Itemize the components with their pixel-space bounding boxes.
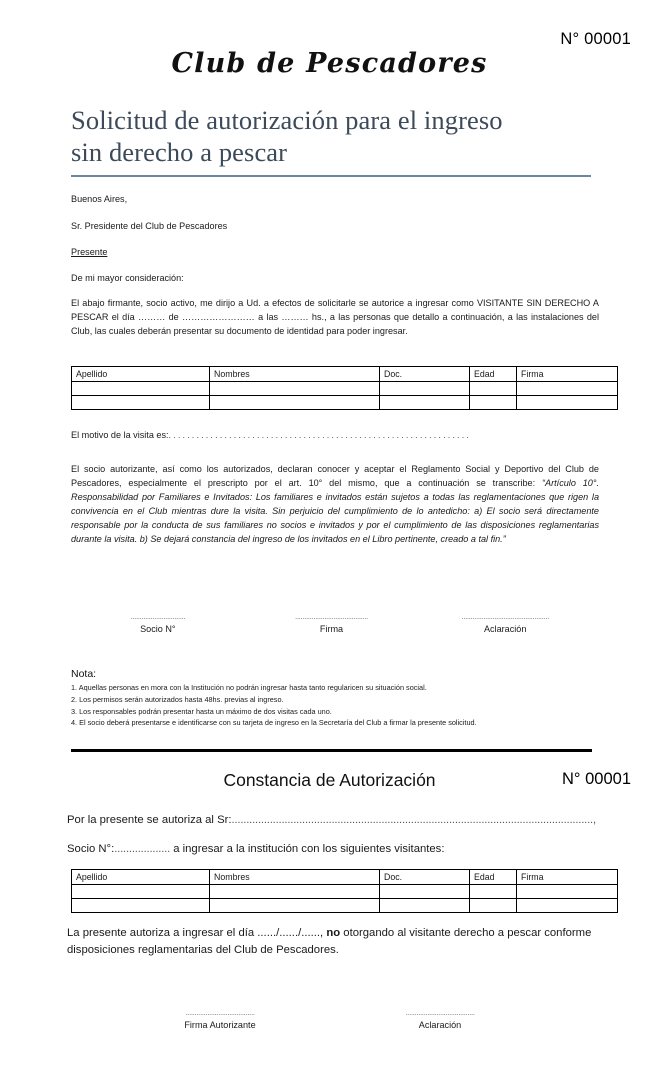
- signature-dotted-line: ................................................: [461, 612, 549, 621]
- cell-doc[interactable]: [380, 396, 470, 410]
- signature-field-aclaracion[interactable]: [418, 612, 592, 634]
- column-header-doc: Doc.: [380, 367, 470, 382]
- reglamento-quote: “Artículo 10°. Responsabilidad por Familiares e Invitados: Los familiares e invitados están sujetos a todas las reglamentaciones que rigen la convivencia en el Club mientras dure la visita. Sin perjuicio del cumplimiento de lo antedicho: a) El socio será directamente responsable por la conducta de sus familiares no socios e invitados y por el cumplimiento de las disposiciones reglamentarias durante la visita. b) Se dejará constancia del ingreso de los invitados en el Libro pertinente, creado a tal fin.”: [71, 478, 600, 545]
- socio-label: Socio N°:: [67, 843, 115, 855]
- signature-field-firma[interactable]: [245, 612, 419, 634]
- signature-dotted-line: ........................................: [295, 612, 368, 621]
- signature-label-aclaracion: Aclaración: [418, 1020, 462, 1030]
- socio-line: [67, 841, 597, 858]
- signature-field-firma-autorizante[interactable]: [110, 1008, 330, 1030]
- nota-title: Nota:: [71, 668, 97, 680]
- cell-edad[interactable]: [470, 396, 517, 410]
- nota-item: 2. Los permisos serán autorizados hasta 48hs. previas al ingreso.: [71, 694, 284, 704]
- club-logo-text: Club de Pescadores: [171, 48, 488, 79]
- cell-edad[interactable]: [470, 885, 517, 899]
- motivo-line: [71, 428, 591, 442]
- letter-addressee: Sr. Presidente del Club de Pescadores: [71, 221, 228, 231]
- column-header-doc: Doc.: [380, 870, 470, 885]
- signature-label-firma-autorizante: Firma Autorizante: [184, 1020, 256, 1030]
- signature-label-socio: Socio N°: [140, 624, 176, 634]
- motivo-dots[interactable]: . . . . . . . . . . . . . . . . . . . . . . . . . . . . . . . . . . . . . . . . . . . . . . . . . . . . . . . . . . . . . . . . .: [168, 430, 469, 440]
- signature-row-constancia: [110, 1008, 550, 1030]
- column-header-firma: Firma: [517, 367, 618, 382]
- nota-item: 1. Aquellas personas en mora con la Institución no podrán ingresar hasta tanto regularicen su situación social.: [71, 683, 427, 692]
- table-row: [72, 899, 618, 913]
- autoriza-dots[interactable]: ...........................................................................................................................,: [231, 814, 596, 826]
- column-header-edad: Edad: [470, 367, 517, 382]
- page-title-line-2: sin derecho a pescar: [71, 137, 288, 168]
- letter-place: Buenos Aires,: [71, 194, 128, 204]
- cell-firma[interactable]: [517, 885, 618, 899]
- cell-apellido[interactable]: [72, 396, 210, 410]
- letter-present-text: Presente: [71, 247, 108, 257]
- page-title-line-1: Solicitud de autorización para el ingreso: [71, 105, 503, 135]
- table-row: [72, 885, 618, 899]
- cell-edad[interactable]: [470, 899, 517, 913]
- cell-doc[interactable]: [380, 885, 470, 899]
- cell-edad[interactable]: [470, 382, 517, 396]
- column-header-nombres: Nombres: [210, 367, 380, 382]
- column-header-nombres: Nombres: [210, 870, 380, 885]
- signature-field-aclaracion[interactable]: [330, 1008, 550, 1030]
- table-header-row: [72, 870, 618, 885]
- cell-firma[interactable]: [517, 396, 618, 410]
- letter-salutation: De mi mayor consideración:: [71, 273, 184, 283]
- nota-block: [71, 668, 596, 729]
- signature-field-socio[interactable]: [71, 612, 245, 634]
- cell-firma[interactable]: [517, 382, 618, 396]
- title-underline-rule: [71, 175, 591, 177]
- document-number-bottom: N° 00001: [562, 770, 631, 788]
- table-row: [72, 396, 618, 410]
- socio-rest: a ingresar a la institución con los siguientes visitantes:: [170, 843, 445, 855]
- signature-label-firma: Firma: [319, 624, 344, 634]
- cell-apellido[interactable]: [72, 899, 210, 913]
- motivo-label: El motivo de la visita es:: [71, 430, 169, 440]
- autoriza-label: Por la presente se autoriza al Sr:: [67, 814, 232, 826]
- nota-item: 4. El socio deberá presentarse e identificarse con su tarjeta de ingreso en la Secretaría del Club a firmar la presente solicitud.: [71, 718, 477, 728]
- document-number-top: N° 00001: [560, 30, 631, 48]
- cell-nombres[interactable]: [210, 885, 380, 899]
- cell-doc[interactable]: [380, 382, 470, 396]
- signature-dotted-line: ......................................: [185, 1008, 255, 1017]
- autoriza-line: [67, 812, 597, 829]
- title-block: [71, 104, 591, 177]
- visitors-table-solicitud: [71, 366, 618, 410]
- letter-main-paragraph: El abajo firmante, socio activo, me dirijo a Ud. a efectos de solicitarle se autorice a ingresar como VISITANTE SIN DERECHO A PESCAR el día ……… de …………………… a las ……… hs., a las personas que detallo a continuación, a las instalaciones del Club, las cuales deberán presentar su documento de identidad para poder ingresar.: [71, 298, 599, 337]
- cell-nombres[interactable]: [210, 382, 380, 396]
- cell-doc[interactable]: [380, 899, 470, 913]
- reglamento-paragraph: [71, 462, 599, 547]
- section-divider: [71, 749, 592, 752]
- cell-apellido[interactable]: [72, 885, 210, 899]
- cell-nombres[interactable]: [210, 899, 380, 913]
- table-header-row: [72, 367, 618, 382]
- signature-dotted-line: ..............................: [130, 612, 186, 621]
- cell-firma[interactable]: [517, 899, 618, 913]
- signature-label-aclaracion: Aclaración: [483, 624, 527, 634]
- cell-nombres[interactable]: [210, 396, 380, 410]
- column-header-apellido: Apellido: [72, 367, 210, 382]
- page-title: [71, 104, 591, 169]
- column-header-edad: Edad: [470, 870, 517, 885]
- final-paragraph-emphasis: no: [326, 927, 341, 939]
- column-header-apellido: Apellido: [72, 870, 210, 885]
- table-row: [72, 382, 618, 396]
- nota-item: 3. Los responsables podrán presentar hasta un máximo de dos visitas cada uno.: [71, 706, 332, 716]
- visitors-table-constancia: [71, 869, 618, 913]
- final-paragraph: [67, 925, 600, 959]
- column-header-firma: Firma: [517, 870, 618, 885]
- signature-dotted-line: ......................................: [405, 1008, 475, 1017]
- section-title-constancia: Constancia de Autorización: [223, 770, 436, 790]
- reglamento-intro: El socio autorizante, así como los autorizados, declaran conocer y aceptar el Reglamento Social y Deportivo del Club de Pescadores, especialmente el prescripto por el art. 10° del mismo, que a continuación se transcribe:: [71, 464, 599, 489]
- final-paragraph-pre: La presente autoriza a ingresar el día ....../....../......,: [67, 927, 327, 939]
- letter-present: [71, 245, 591, 259]
- socio-dots[interactable]: ...................: [114, 843, 171, 855]
- final-paragraph-post: otorgando al visitante derecho a pescar conforme disposiciones reglamentarias del Club de Pescadores.: [67, 927, 592, 956]
- cell-apellido[interactable]: [72, 382, 210, 396]
- signature-row-solicitud: [71, 612, 592, 634]
